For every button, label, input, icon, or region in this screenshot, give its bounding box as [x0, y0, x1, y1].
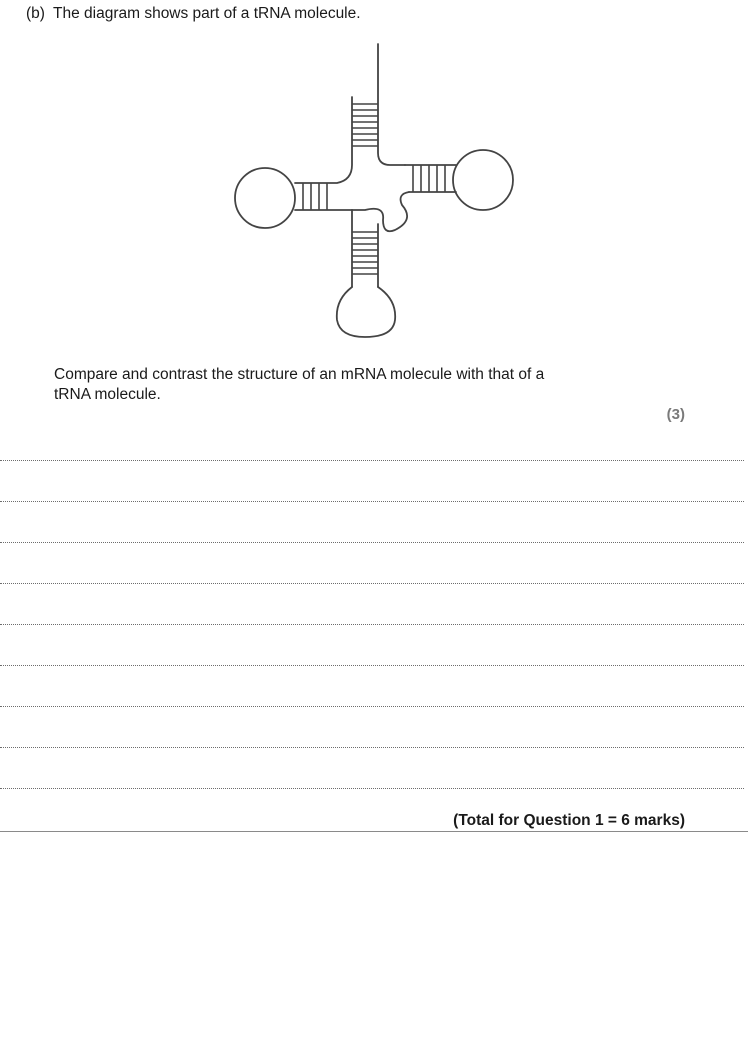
- answer-line[interactable]: [0, 501, 744, 502]
- answer-line[interactable]: [0, 665, 744, 666]
- answer-area[interactable]: [0, 460, 744, 829]
- answer-line[interactable]: [0, 583, 744, 584]
- answer-line[interactable]: [0, 747, 744, 748]
- answer-line[interactable]: [0, 788, 744, 789]
- section-divider: [0, 831, 748, 832]
- trna-diagram: [225, 40, 525, 345]
- question-part-label: (b): [26, 5, 45, 22]
- base-pair-rungs: [303, 104, 445, 274]
- acceptor-stem-strand: [378, 44, 405, 165]
- variable-loop: [352, 192, 409, 231]
- question-total: (Total for Question 1 = 6 marks): [453, 812, 685, 829]
- right-loop: [453, 150, 513, 210]
- answer-line[interactable]: [0, 542, 744, 543]
- acceptor-stem-strand-2: [295, 97, 352, 183]
- answer-line[interactable]: [0, 706, 744, 707]
- question-intro-text: The diagram shows part of a tRNA molecule.: [53, 5, 361, 22]
- answer-line[interactable]: [0, 460, 744, 461]
- question-prompt: [54, 365, 614, 405]
- question-prompt-line-2: tRNA molecule.: [54, 386, 161, 403]
- question-prompt-line-1: Compare and contrast the structure of an mRNA molecule with that of a: [54, 366, 545, 383]
- anticodon-loop: [337, 287, 395, 337]
- marks-label: (3): [666, 406, 685, 423]
- answer-line[interactable]: [0, 624, 744, 625]
- left-loop: [235, 168, 295, 228]
